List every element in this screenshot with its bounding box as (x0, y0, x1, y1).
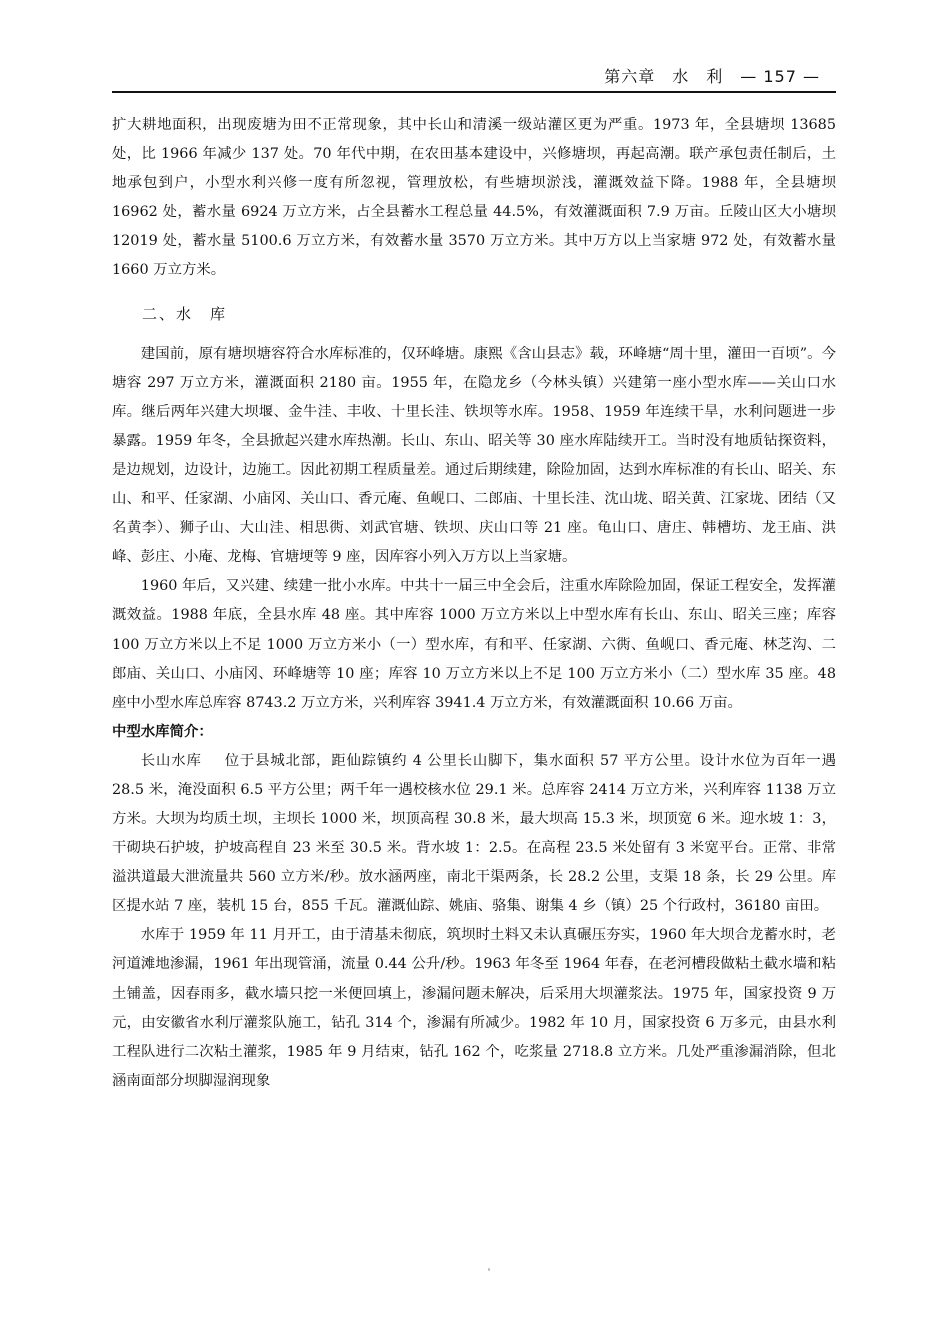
paragraph-continued: 扩大耕地面积，出现废塘为田不正常现象，其中长山和清溪一级站灌区更为严重。1973 年，全县塘坝 13685 处，比 1966 年减少 137 处。70 年代中期，在农田基本建设中，兴修塘坝，再起高潮。联产承包责任制后，土地承包到户，小型水利兴修一度有所忽视，管理放松，有些塘坝淤浅，灌溉效益下降。1988 年，全县塘坝 16962 处，蓄水量 6924 万立方米，占全县蓄水工程总量 44.5%，有效灌溉面积 7.9 万亩。丘陵山区大小塘坝 12019 处，蓄水量 5100.6 万立方米，有效蓄水量 3570 万立方米。其中万方以上当家塘 972 处，有效蓄水量 1660 万立方米。 (112, 117, 836, 279)
scan-speck (488, 1268, 490, 1271)
section-heading: 二、水 库 (142, 304, 228, 323)
running-head: 第六章 水 利 — 157 — (604, 67, 820, 86)
entry-description: 位于县城北部，距仙踪镇约 4 公里长山脚下，集水面积 57 平方公里。设计水位为百年一遇 28.5 米，淹没面积 6.5 平方公里；两千年一遇校核水位 29.1 米。总库容 2414 万立方米，兴利库容 1138 万立方米。大坝为均质土坝，主坝长 1000 米，坝顶高程 30.8 米，最大坝高 15.3 米，坝顶宽 6 米。迎水坡 1：3，干砌块石护坡，护坡高程自 23 米至 30.5 米。背水坡 1：2.5。在高程 23.5 米处留有 3 米宽平台。正常、非常溢洪道最大泄流量共 560 立方米/秒。放水涵两座，南北干渠两条，长 28.2 公里，支渠 18 条，长 29 公里。库区提水站 7 座，装机 15 台，855 千瓦。灌溉仙踪、姚庙、骆集、谢集 4 乡（镇）25 个行政村，36180 亩田。 (112, 752, 836, 915)
body-text (112, 111, 836, 1096)
paragraph-history: 建国前，原有塘坝塘容符合水库标准的，仅环峰塘。康熙《含山县志》载，环峰塘“周十里，灌田一百顷”。今塘容 297 万立方米，灌溉面积 2180 亩。1955 年，在隐龙乡（今林头镇）兴建第一座小型水库——关山口水库。继后两年兴建大坝堰、金牛洼、丰收、十里长洼、铁坝等水库。1958、1959 年连续干旱，水利问题进一步暴露。1959 年冬，全县掀起兴建水库热潮。长山、东山、昭关等 30 座水库陆续开工。当时没有地质钻探资料，是边规划，边设计，边施工。因此初期工程质量差。通过后期续建，除险加固，达到水库标准的有长山、昭关、东山、和平、任家湖、小庙冈、关山口、香元庵、鱼岘口、二郎庙、十里长洼、沈山垅、昭关黄、江家垅、团结（又名黄李）、狮子山、大山洼、相思衖、刘武官塘、铁坝、庆山口等 21 座。龟山口、唐庄、韩槽坊、龙王庙、洪峰、彭庄、小庵、龙梅、官塘埂等 9 座，因库容小列入万方以上当家塘。 (112, 345, 836, 566)
header-rule (112, 91, 836, 93)
entry-name: 长山水库 (140, 752, 202, 769)
paragraph-changshan-reservoir (112, 747, 836, 922)
subheading-medium-reservoirs: 中型水库简介： (112, 723, 213, 740)
paragraph-construction: 水库于 1959 年 11 月开工，由于清基未彻底，筑坝时土料又未认真碾压夯实，1960 年大坝合龙蓄水时，老河道滩地渗漏，1961 年出现管涌，流量 0.44 公升/秒。1963 年冬至 1964 年春，在老河槽段做粘土截水墙和粘土铺盖，因春雨多，截水墙只挖一米便回填上，渗漏问题未解决，后采用大坝灌浆法。1975 年，国家投资 9 万元，由安徽省水利厅灌浆队施工，钻孔 314 个，渗漏有所减少。1982 年 10 月，国家投资 6 万多元，由县水利工程队进行二次粘土灌浆，1985 年 9 月结束，钻孔 162 个，吃浆量 2718.8 立方米。几处严重渗漏消除，但北涵南面部分坝脚湿润现象 (112, 927, 836, 1089)
paragraph-statistics: 1960 年后，又兴建、续建一批小水库。中共十一届三中全会后，注重水库除险加固，保证工程安全，发挥灌溉效益。1988 年底，全县水库 48 座。其中库容 1000 万立方米以上中型水库有长山、东山、昭关三座；库容 100 万立方米以上不足 1000 万立方米小（一）型水库，有和平、任家湖、六衖、鱼岘口、香元庵、林芝沟、二郎庙、关山口、小庙冈、环峰塘等 10 座；库容 10 万立方米以上不足 100 万立方米小（二）型水库 35 座。48 座中小型水库总库容 8743.2 万立方米，兴利库容 3941.4 万立方米，有效灌溉面积 10.66 万亩。 (112, 578, 836, 711)
